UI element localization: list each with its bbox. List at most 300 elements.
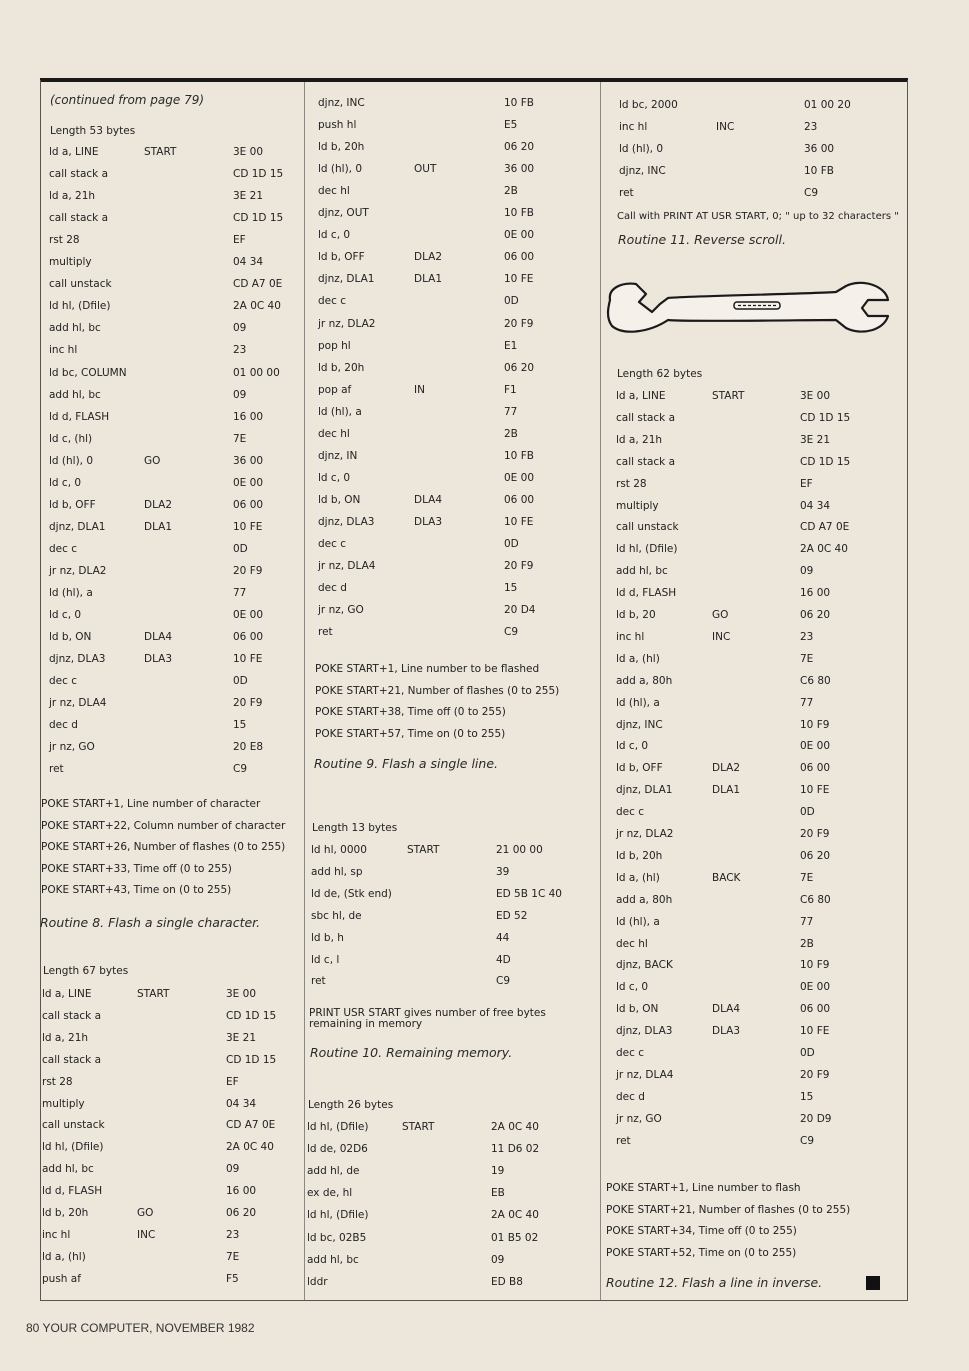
code-hex: 06 00 [233, 631, 264, 644]
code-hex: ED 52 [496, 909, 528, 922]
code-hex: 10 FB [504, 207, 534, 220]
code-instruction: rst 28 [49, 234, 80, 247]
code-hex: 23 [233, 344, 247, 357]
code-instruction: djnz, IN [318, 449, 358, 462]
code-hex: 06 00 [800, 1003, 831, 1016]
routine-caption: Routine 9. Flash a single line. [314, 756, 498, 771]
code-hex: 3E 21 [233, 190, 264, 203]
code-hex: 10 FE [233, 653, 263, 666]
code-instruction: ld hl, (Dfile) [42, 1141, 104, 1154]
code-instruction: ld d, FLASH [42, 1185, 103, 1198]
code-instruction: ld b, OFF [318, 251, 365, 264]
code-label: OUT [414, 163, 437, 176]
code-instruction: call stack a [616, 411, 676, 424]
poke-note: POKE START+52, Time on (0 to 255) [606, 1247, 797, 1260]
code-label: DLA3 [414, 515, 443, 528]
poke-note: POKE START+21, Number of flashes (0 to 255) [315, 684, 560, 697]
column-divider-2 [600, 82, 601, 1300]
code-label: GO [137, 1207, 154, 1219]
code-hex: 0D [233, 542, 248, 555]
code-label: START [137, 988, 170, 1000]
poke-note: POKE START+26, Number of flashes (0 to 255) [41, 841, 286, 853]
code-instruction: add a, 80h [616, 674, 673, 687]
code-label: INC [712, 630, 731, 643]
code-hex: 10 FE [800, 1025, 830, 1038]
code-label: DLA1 [144, 520, 173, 533]
poke-note: POKE START+1, Line number to be flashed [315, 663, 540, 675]
code-instruction: jr nz, DLA4 [616, 1068, 674, 1081]
code-hex: 16 00 [233, 410, 264, 423]
code-hex: 04 34 [233, 256, 264, 269]
code-hex: 10 FB [804, 165, 834, 177]
code-instruction: pop hl [318, 339, 351, 352]
code-instruction: djnz, DLA1 [616, 784, 673, 797]
code-instruction: call unstack [616, 521, 679, 534]
poke-note: POKE START+22, Column number of character [41, 819, 286, 832]
code-instruction: ld c, 0 [318, 471, 351, 484]
code-instruction: dec c [49, 542, 78, 555]
code-instruction: djnz, INC [616, 718, 663, 731]
code-hex: 23 [804, 121, 818, 133]
code-hex: 09 [491, 1253, 505, 1266]
code-hex: C6 80 [800, 893, 831, 906]
code-hex: CD 1D 15 [233, 168, 284, 181]
code-label: DLA4 [712, 1003, 741, 1016]
code-instruction: inc hl [42, 1228, 71, 1241]
code-hex: 06 20 [504, 141, 535, 154]
code-hex: 06 00 [233, 498, 264, 511]
code-instruction: dec c [616, 806, 645, 819]
code-hex: 3E 00 [800, 390, 831, 402]
code-hex: ED 5B 1C 40 [496, 887, 562, 900]
code-hex: EF [800, 477, 813, 490]
code-hex: 10 FE [233, 520, 263, 533]
code-hex: 0E 00 [233, 609, 264, 622]
code-instruction: call stack a [49, 168, 109, 181]
code-label: DLA4 [414, 493, 443, 506]
code-instruction: call unstack [49, 278, 112, 291]
code-hex: CD A7 0E [800, 521, 850, 534]
code-hex: 15 [233, 719, 247, 732]
code-hex: CD 1D 15 [233, 212, 284, 225]
code-hex: EF [226, 1075, 239, 1088]
code-hex: 20 D9 [800, 1112, 832, 1125]
code-hex: 7E [226, 1250, 240, 1263]
code-hex: E1 [504, 339, 518, 352]
code-instruction: add hl, bc [49, 388, 101, 401]
code-hex: CD 1D 15 [226, 1053, 277, 1066]
code-instruction: ld b, ON [318, 493, 361, 506]
code-instruction: call stack a [49, 212, 109, 225]
code-instruction: ld b, 20h [42, 1207, 89, 1219]
code-instruction: add hl, de [307, 1165, 360, 1178]
code-instruction: multiply [49, 256, 92, 269]
poke-note: POKE START+33, Time off (0 to 255) [41, 862, 232, 875]
code-hex: 77 [800, 915, 814, 928]
code-instruction: jr nz, GO [616, 1112, 662, 1125]
code-hex: 01 00 20 [804, 99, 851, 111]
code-instruction: ld (hl), a [616, 915, 660, 928]
code-hex: 3E 21 [800, 433, 831, 446]
code-hex: 3E 00 [233, 146, 264, 158]
code-instruction: ld hl, (Dfile) [616, 543, 678, 556]
code-instruction: multiply [616, 499, 659, 512]
code-instruction: push hl [318, 119, 357, 132]
poke-note: POKE START+1, Line number to flash [606, 1182, 801, 1194]
code-hex: 2B [504, 185, 518, 198]
code-hex: 21 00 00 [496, 844, 543, 856]
code-instruction: ret [318, 626, 333, 639]
code-instruction: jr nz, DLA2 [49, 564, 107, 577]
code-instruction: ld (hl), 0 [318, 163, 363, 176]
code-hex: 4D [496, 953, 511, 966]
code-hex: 06 00 [504, 251, 535, 264]
code-instruction: dec c [49, 675, 78, 688]
page-footer: 80 YOUR COMPUTER, NOVEMBER 1982 [26, 1321, 255, 1335]
code-hex: 04 34 [226, 1097, 257, 1110]
code-hex: EB [491, 1187, 505, 1200]
code-hex: 7E [233, 432, 247, 445]
code-instruction: djnz, DLA1 [49, 520, 106, 533]
code-instruction: ld de, (Stk end) [311, 887, 392, 900]
code-instruction: ld a, LINE [49, 146, 99, 158]
code-hex: 2A 0C 40 [491, 1209, 539, 1222]
code-instruction: ld b, OFF [616, 762, 663, 775]
code-hex: 7E [800, 871, 814, 884]
code-label: START [402, 1121, 435, 1133]
code-instruction: jr nz, DLA2 [616, 828, 674, 840]
code-hex: 7E [800, 652, 814, 665]
code-hex: 0E 00 [233, 476, 264, 489]
code-hex: 0D [800, 806, 815, 819]
poke-note: POKE START+57, Time on (0 to 255) [315, 728, 506, 741]
code-hex: 01 00 00 [233, 366, 280, 379]
code-hex: 20 E8 [233, 741, 264, 754]
code-hex: 0E 00 [504, 471, 535, 484]
code-instruction: ld b, 20h [318, 141, 365, 154]
code-hex: E5 [504, 119, 518, 132]
code-hex: 23 [800, 630, 814, 643]
code-instruction: jr nz, DLA2 [318, 317, 376, 330]
code-instruction: call unstack [42, 1119, 105, 1132]
code-hex: 36 00 [504, 163, 535, 176]
code-instruction: ld bc, 02B5 [307, 1231, 367, 1244]
code-instruction: ld b, h [311, 931, 344, 944]
code-instruction: ld b, ON [49, 631, 92, 644]
code-hex: 16 00 [226, 1185, 257, 1198]
code-label: DLA2 [414, 251, 443, 264]
code-instruction: ld bc, COLUMN [49, 366, 127, 379]
code-hex: 2A 0C 40 [233, 300, 281, 313]
code-instruction: ld b, 20 [616, 609, 656, 621]
code-instruction: ret [619, 187, 634, 199]
code-hex: 3E 00 [226, 988, 257, 1000]
code-instruction: ld c, (hl) [49, 432, 93, 445]
code-hex: 39 [496, 865, 510, 878]
code-label: DLA4 [144, 631, 173, 644]
code-hex: 0D [800, 1047, 815, 1059]
code-instruction: ld (hl), 0 [619, 143, 664, 155]
code-instruction: ld a, 21h [49, 190, 96, 203]
poke-note: POKE START+43, Time on (0 to 255) [41, 884, 232, 896]
length-label: Length 53 bytes [50, 125, 136, 137]
code-hex: 10 FB [504, 449, 534, 462]
spanner-illustration [606, 280, 892, 336]
code-label: DLA3 [144, 653, 173, 666]
code-label: DLA1 [712, 784, 741, 797]
code-instruction: ld c, 0 [49, 476, 82, 489]
code-hex: CD 1D 15 [226, 1009, 277, 1022]
code-instruction: ret [311, 975, 326, 988]
code-hex: CD 1D 15 [800, 411, 851, 424]
code-hex: 2A 0C 40 [800, 543, 848, 556]
code-hex: 19 [491, 1165, 505, 1178]
code-instruction: dec c [318, 538, 347, 550]
code-hex: F5 [226, 1272, 239, 1285]
code-instruction: dec d [318, 582, 347, 595]
code-instruction: ld hl, (Dfile) [307, 1121, 369, 1133]
code-hex: 77 [233, 587, 247, 599]
code-instruction: add hl, bc [42, 1163, 94, 1176]
code-hex: 04 34 [800, 499, 831, 512]
code-hex: C9 [800, 1134, 815, 1147]
code-instruction: ld de, 02D6 [307, 1143, 368, 1156]
poke-note: POKE START+38, Time off (0 to 255) [315, 706, 506, 719]
code-label: START [144, 146, 177, 158]
code-instruction: ld d, FLASH [49, 410, 110, 423]
code-instruction: djnz, INC [619, 165, 666, 177]
code-instruction: ex de, hl [307, 1187, 353, 1200]
code-hex: CD A7 0E [226, 1119, 276, 1132]
code-instruction: add hl, bc [307, 1253, 359, 1266]
code-instruction: djnz, BACK [616, 959, 673, 972]
note: PRINT USR START gives number of free bytes remaining in memory [309, 1007, 546, 1030]
code-label: GO [712, 609, 729, 621]
code-hex: 10 FE [504, 273, 534, 286]
code-instruction: djnz, DLA3 [318, 515, 375, 528]
code-instruction: ld a, LINE [42, 988, 92, 1000]
code-instruction: ld a, LINE [616, 390, 666, 402]
code-hex: 0E 00 [800, 981, 831, 994]
continued-note: (continued from page 79) [50, 93, 205, 107]
poke-note: POKE START+21, Number of flashes (0 to 255) [606, 1203, 851, 1216]
routine-caption: Routine 8. Flash a single character. [40, 915, 261, 930]
code-instruction: ret [616, 1134, 631, 1147]
code-instruction: inc hl [616, 630, 645, 643]
code-instruction: jr nz, DLA4 [318, 560, 376, 573]
code-hex: 0E 00 [800, 740, 831, 753]
poke-note: POKE START+1, Line number of character [41, 798, 261, 810]
code-hex: 2B [800, 937, 814, 950]
code-instruction: djnz, DLA3 [49, 653, 106, 666]
code-label: INC [137, 1228, 156, 1241]
code-label: DLA1 [414, 273, 443, 286]
code-hex: 20 D4 [504, 604, 536, 617]
code-hex: C9 [496, 975, 511, 988]
code-hex: C9 [233, 763, 248, 776]
code-instruction: ld c, 0 [616, 981, 649, 994]
code-hex: 77 [504, 405, 518, 418]
code-instruction: djnz, DLA3 [616, 1025, 673, 1038]
code-label: IN [414, 383, 425, 396]
code-label: DLA2 [712, 762, 741, 775]
code-instruction: ld b, ON [616, 1003, 659, 1016]
code-instruction: multiply [42, 1097, 85, 1110]
note: Call with PRINT AT USR START, 0; " up to 32 characters " [617, 211, 899, 222]
code-instruction: ld bc, 2000 [619, 99, 678, 111]
code-hex: 10 FE [800, 784, 830, 797]
code-hex: 20 F9 [233, 564, 263, 577]
code-hex: 44 [496, 931, 510, 944]
code-hex: 10 F9 [800, 718, 830, 731]
code-hex: 0D [504, 295, 519, 308]
code-instruction: ld a, (hl) [42, 1250, 86, 1263]
code-hex: 09 [233, 388, 247, 401]
code-instruction: call stack a [42, 1009, 102, 1022]
code-hex: 20 F9 [233, 697, 263, 710]
code-hex: 16 00 [800, 587, 831, 600]
code-hex: 20 F9 [504, 317, 534, 330]
code-hex: 15 [800, 1090, 814, 1103]
code-hex: 0D [233, 675, 248, 688]
code-hex: 2A 0C 40 [226, 1141, 274, 1154]
code-instruction: jr nz, GO [318, 604, 364, 617]
code-label: DLA3 [712, 1025, 741, 1038]
code-hex: F1 [504, 383, 517, 396]
routine-caption: Routine 11. Reverse scroll. [618, 232, 786, 247]
code-hex: 06 00 [504, 493, 535, 506]
code-instruction: ld b, 20h [318, 361, 365, 374]
code-hex: 06 20 [800, 609, 831, 621]
code-instruction: ld (hl), a [318, 405, 362, 418]
code-hex: 06 20 [800, 849, 831, 862]
code-instruction: ld b, 20h [616, 849, 663, 862]
code-instruction: ld d, FLASH [616, 587, 677, 600]
code-hex: 01 B5 02 [491, 1231, 539, 1244]
code-instruction: ld c, 0 [318, 229, 351, 242]
code-hex: 10 FB [504, 97, 534, 109]
code-hex: 20 F9 [800, 828, 830, 840]
code-hex: 2A 0C 40 [491, 1121, 539, 1133]
code-instruction: djnz, OUT [318, 207, 369, 220]
code-instruction: ld hl, (Dfile) [307, 1209, 369, 1222]
code-label: BACK [712, 871, 741, 884]
code-instruction: jr nz, DLA4 [49, 697, 107, 710]
code-hex: C6 80 [800, 674, 831, 687]
code-instruction: djnz, DLA1 [318, 273, 375, 286]
code-instruction: push af [42, 1272, 81, 1285]
code-hex: CD 1D 15 [800, 455, 851, 468]
code-instruction: dec d [49, 719, 78, 732]
code-instruction: inc hl [619, 121, 648, 133]
code-instruction: ret [49, 763, 64, 776]
code-hex: ED B8 [491, 1275, 523, 1288]
code-instruction: dec d [616, 1090, 645, 1103]
code-instruction: lddr [307, 1275, 328, 1288]
code-instruction: rst 28 [42, 1075, 73, 1088]
code-instruction: ld hl, (Dfile) [49, 300, 111, 313]
code-instruction: add hl, bc [616, 565, 668, 578]
code-instruction: add hl, bc [49, 322, 101, 335]
code-hex: 09 [800, 565, 814, 578]
length-label: Length 13 bytes [312, 822, 398, 834]
code-instruction: ld (hl), a [49, 587, 93, 599]
routine-caption: Routine 10. Remaining memory. [310, 1045, 513, 1060]
code-label: DLA2 [144, 498, 173, 511]
code-label: START [407, 844, 440, 856]
code-instruction: dec hl [616, 937, 648, 950]
code-hex: 36 00 [804, 143, 835, 155]
code-instruction: sbc hl, de [311, 909, 362, 922]
code-instruction: inc hl [49, 344, 78, 357]
code-instruction: call stack a [616, 455, 676, 468]
code-instruction: ld c, 0 [616, 740, 649, 753]
code-hex: 20 F9 [504, 560, 534, 573]
code-hex: 06 20 [226, 1207, 257, 1219]
code-hex: 15 [504, 582, 518, 595]
code-instruction: dec c [616, 1047, 645, 1059]
routine-caption: Routine 12. Flash a line in inverse. [606, 1275, 823, 1290]
code-instruction: ld (hl), a [616, 696, 660, 709]
code-instruction: add a, 80h [616, 893, 673, 906]
code-hex: 11 D6 02 [491, 1143, 540, 1156]
end-of-article-mark [866, 1276, 880, 1290]
code-instruction: call stack a [42, 1053, 102, 1066]
code-instruction: djnz, INC [318, 97, 365, 109]
code-instruction: ld (hl), 0 [49, 454, 94, 467]
code-label: GO [144, 454, 161, 467]
code-instruction: dec hl [318, 185, 350, 198]
code-hex: 09 [226, 1163, 240, 1176]
code-hex: 3E 21 [226, 1031, 257, 1044]
code-instruction: ld c, l [311, 953, 340, 966]
code-hex: 10 FE [504, 515, 534, 528]
code-hex: 09 [233, 322, 247, 335]
code-instruction: ld b, OFF [49, 498, 96, 511]
code-instruction: rst 28 [616, 477, 647, 490]
code-hex: C9 [504, 626, 519, 639]
code-hex: C9 [804, 187, 819, 199]
code-hex: 23 [226, 1228, 240, 1241]
code-hex: 0E 00 [504, 229, 535, 242]
length-label: Length 67 bytes [43, 965, 129, 977]
code-label: START [712, 390, 745, 402]
code-instruction: ld hl, 0000 [311, 844, 367, 856]
code-label: INC [716, 121, 735, 133]
code-instruction: dec c [318, 295, 347, 308]
code-hex: 06 00 [800, 762, 831, 775]
code-instruction: jr nz, GO [49, 741, 95, 754]
code-hex: 06 20 [504, 361, 535, 374]
code-hex: 2B [504, 427, 518, 440]
poke-note: POKE START+34, Time off (0 to 255) [606, 1225, 797, 1238]
code-instruction: pop af [318, 383, 352, 396]
length-label: Length 62 bytes [617, 368, 703, 380]
column-divider-1 [304, 82, 305, 1300]
code-hex: 36 00 [233, 454, 264, 467]
code-instruction: add hl, sp [311, 865, 363, 878]
code-instruction: ld c, 0 [49, 609, 82, 622]
code-instruction: ld a, (hl) [616, 871, 660, 884]
length-label: Length 26 bytes [308, 1099, 394, 1111]
code-hex: EF [233, 234, 246, 247]
code-hex: 10 F9 [800, 959, 830, 972]
code-hex: CD A7 0E [233, 278, 283, 291]
code-hex: 20 F9 [800, 1068, 830, 1081]
code-instruction: ld a, 21h [616, 433, 663, 446]
code-instruction: dec hl [318, 427, 350, 440]
code-instruction: ld a, (hl) [616, 652, 660, 665]
